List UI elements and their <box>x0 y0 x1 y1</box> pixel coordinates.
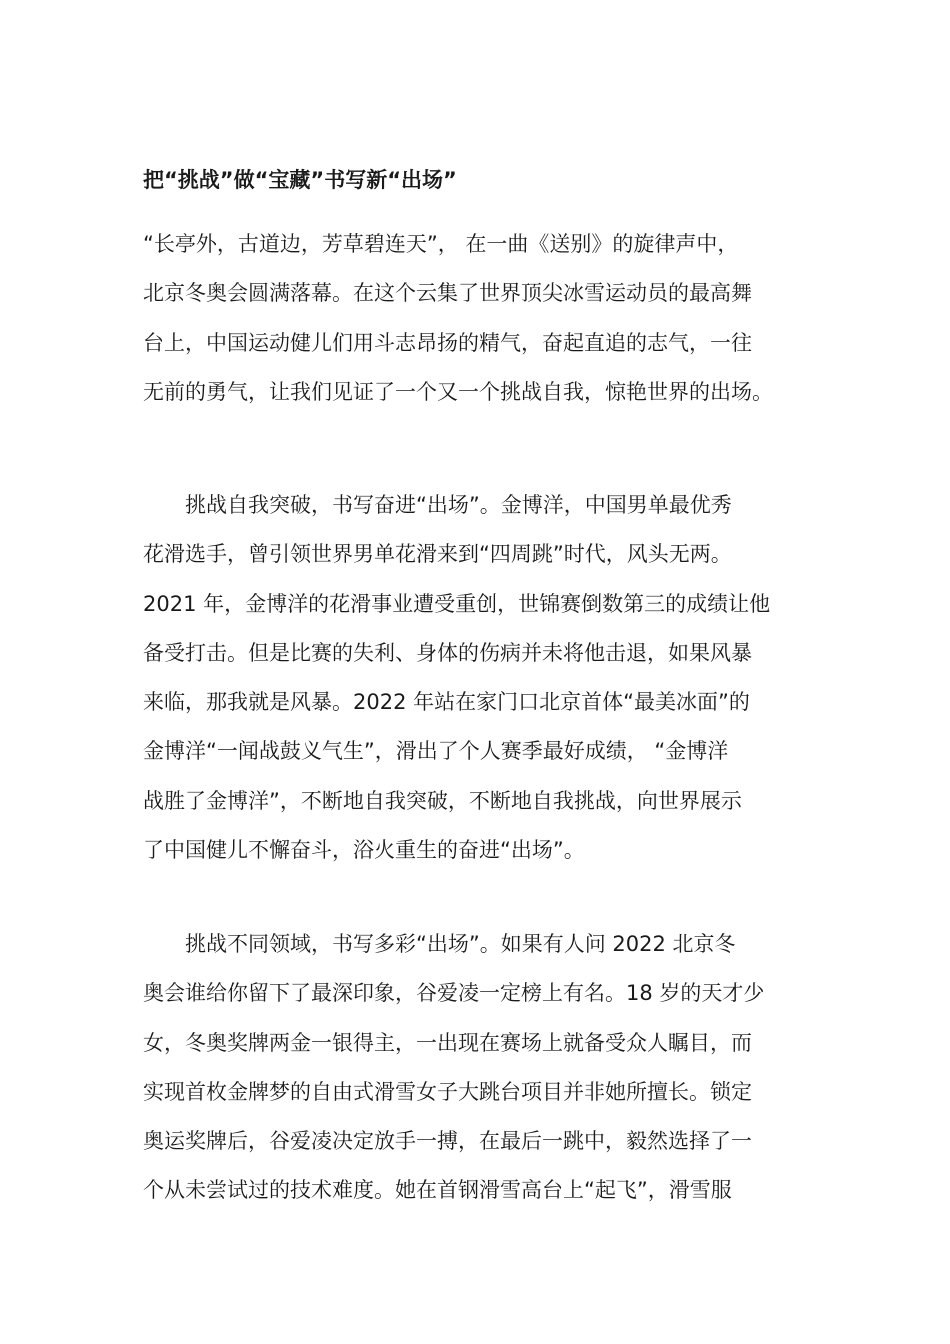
text-line: 2021 年，金博洋的花滑事业遭受重创，世锦赛倒数第三的成绩让他 <box>143 591 771 616</box>
text-line: 奥运奖牌后，谷爱凌决定放手一搏，在最后一跳中，毅然选择了一 <box>143 1129 752 1154</box>
text-line: 备受打击。但是比赛的失利、身体的伤病并未将他击退，如果风暴 <box>143 640 752 665</box>
text-line: 金博洋“一闻战鼓义气生”，滑出了个人赛季最好成绩， “金博洋 <box>143 739 729 764</box>
text-line: 无前的勇气，让我们见证了一个又一个挑战自我，惊艳世界的出场。 <box>143 379 773 404</box>
text-line: 实现首枚金牌梦的自由式滑雪女子大跳台项目并非她所擅长。锁定 <box>143 1079 752 1104</box>
text-line: 台上，中国运动健儿们用斗志昂扬的精气，奋起直追的志气，一往 <box>143 330 752 355</box>
text-line: 个从未尝试过的技术难度。她在首钢滑雪高台上“起飞”，滑雪服 <box>143 1178 732 1203</box>
text-line: 挑战不同领域，书写多彩“出场”。如果有人问 2022 北京冬 <box>143 932 736 956</box>
text-line: 挑战自我突破，书写奋进“出场”。金博洋，中国男单最优秀 <box>143 493 732 517</box>
text-line: 了中国健儿不懈奋斗，浴火重生的奋进“出场”。 <box>143 838 585 863</box>
text-line: “长亭外，古道边，芳草碧连天”， 在一曲《送别》的旋律声中， <box>143 232 739 256</box>
paragraph-1 <box>143 220 808 417</box>
text-line: 女，冬奥奖牌两金一银得主，一出现在赛场上就备受众人瞩目，而 <box>143 1030 752 1055</box>
article-title: 把“挑战”做“宝藏”书写新“出场” <box>143 168 457 192</box>
text-line: 北京冬奥会圆满落幕。在这个云集了世界顶尖冰雪运动员的最高舞 <box>143 281 752 306</box>
text-line: 奥会谁给你留下了最深印象，谷爱凌一定榜上有名。18 岁的天才少 <box>143 981 765 1006</box>
paragraph-2 <box>143 481 808 875</box>
text-line: 花滑选手，曾引领世界男单花滑来到“四周跳”时代，风头无两。 <box>143 542 732 567</box>
text-line: 战胜了金博洋”，不断地自我突破，不断地自我挑战，向世界展示 <box>143 788 742 813</box>
text-line: 来临，那我就是风暴。2022 年站在家门口北京首体“最美冰面”的 <box>143 690 750 715</box>
paragraph-3 <box>143 920 808 1216</box>
